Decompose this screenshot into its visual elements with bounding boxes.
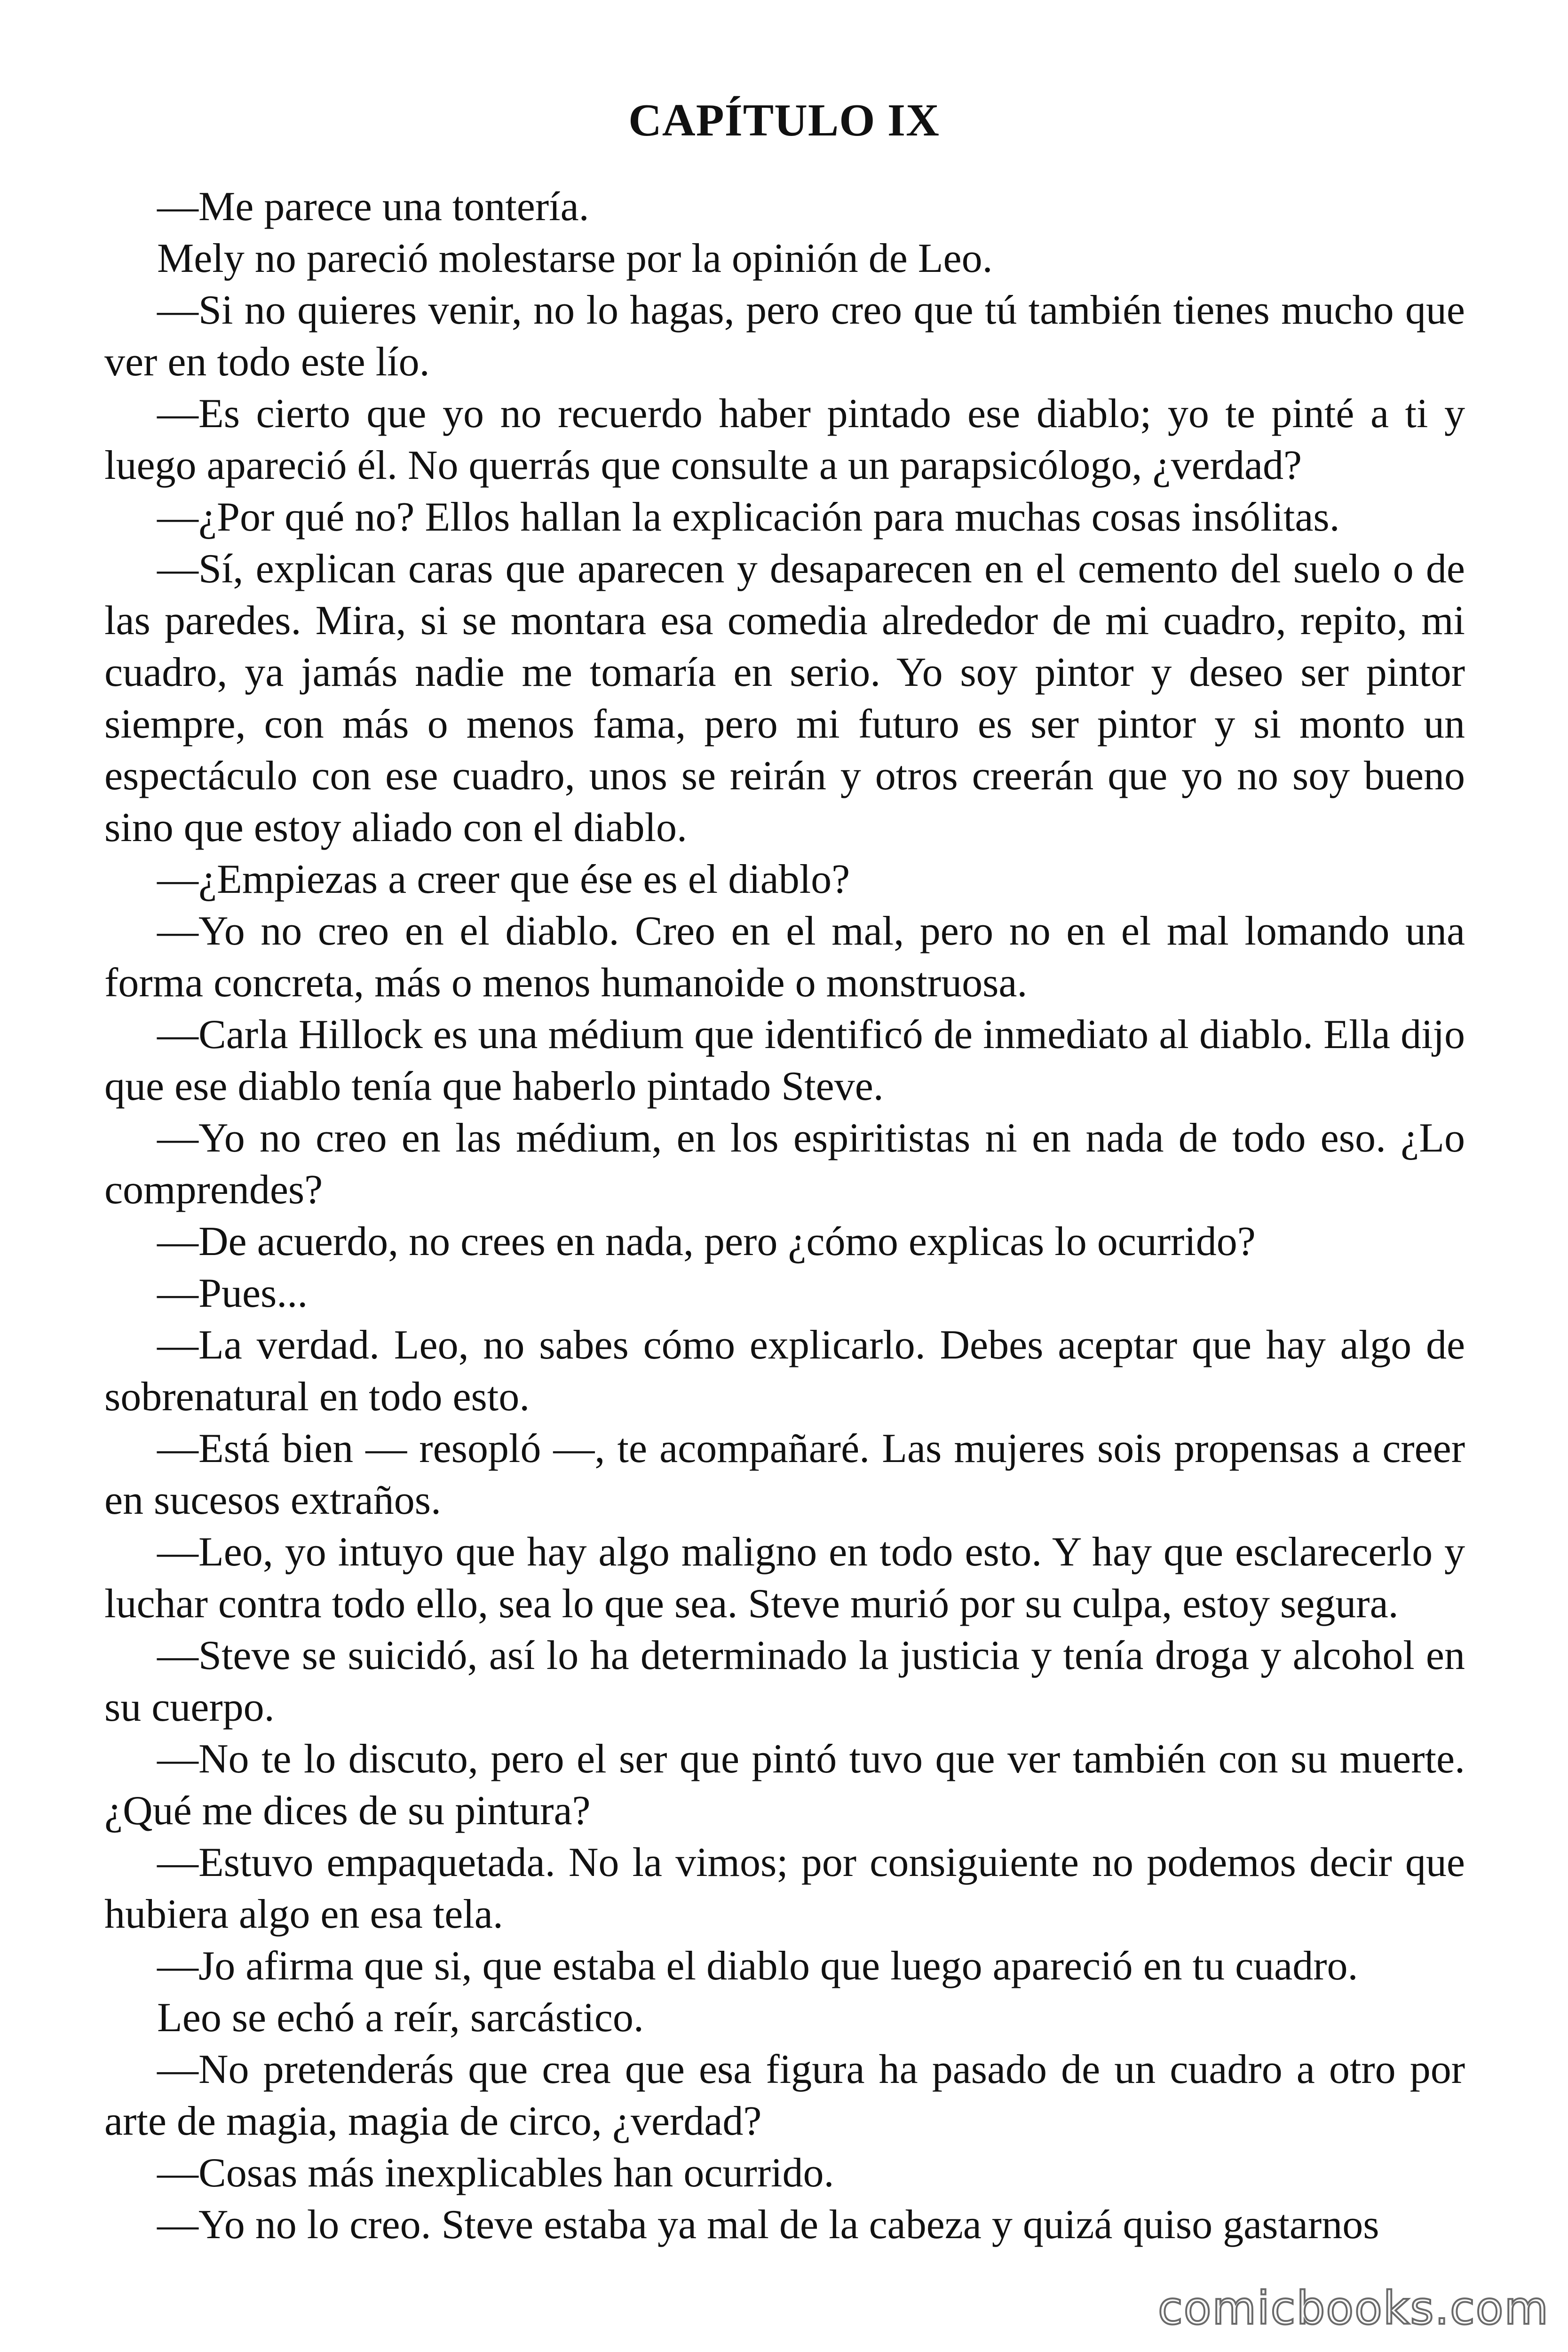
chapter-title: CAPÍTULO IX xyxy=(628,95,940,146)
paragraph: —Carla Hillock es una médium que identificó de inmediato al diablo. Ella dijo que ese diablo tenía que haberlo pintado Steve. xyxy=(104,1012,1465,1109)
paragraph: Mely no pareció molestarse por la opinión de Leo. xyxy=(157,236,993,281)
paragraph: —Yo no creo en las médium, en los espiritistas ni en nada de todo eso. ¿Lo comprendes? xyxy=(104,1115,1465,1213)
paragraph: Leo se echó a reír, sarcástico. xyxy=(157,1995,644,2041)
chapter-body xyxy=(104,181,1465,2251)
paragraph: —Yo no creo en el diablo. Creo en el mal, pero no en el mal lomando una forma concreta, más o menos humanoide o monstruosa. xyxy=(104,908,1465,1006)
paragraph: —De acuerdo, no crees en nada, pero ¿cómo explicas lo ocurrido? xyxy=(157,1219,1256,1264)
paragraph: —Si no quieres venir, no lo hagas, pero creo que tú también tienes mucho que ver en todo este lío. xyxy=(104,287,1465,385)
paragraph: —Me parece una tontería. xyxy=(157,184,589,230)
paragraph: —La verdad. Leo, no sabes cómo explicarlo. Debes aceptar que hay algo de sobrenatural en todo esto. xyxy=(104,1322,1465,1420)
paragraph: —Jo afirma que si, que estaba el diablo que luego apareció en tu cuadro. xyxy=(157,1943,1358,1989)
paragraph: —Está bien — resopló —, te acompañaré. Las mujeres sois propensas a creer en sucesos extraños. xyxy=(104,1426,1465,1523)
paragraph: —¿Empiezas a creer que ése es el diablo? xyxy=(157,857,850,902)
paragraph: —No pretenderás que crea que esa figura ha pasado de un cuadro a otro por arte de magia, magia de circo, ¿verdad? xyxy=(104,2047,1465,2144)
paragraph: —Sí, explican caras que aparecen y desaparecen en el cemento del suelo o de las paredes. Mira, si se montara esa comedia alrededor de mi cuadro, repito, mi cuadro, ya jamás nadie me tomaría en serio. Yo soy pintor y deseo ser pintor siempre, con más o menos fama, pero mi futuro es ser pintor y si monto un espectáculo con ese cuadro, unos se reirán y otros creerán que yo no soy bueno sino que estoy aliado con el diablo. xyxy=(104,546,1465,850)
paragraph: —No te lo discuto, pero el ser que pintó tuvo que ver también con su muerte. ¿Qué me dices de su pintura? xyxy=(104,1736,1465,1834)
paragraph: —Estuvo empaquetada. No la vimos; por consiguiente no podemos decir que hubiera algo en esa tela. xyxy=(104,1840,1465,1937)
paragraph: —Es cierto que yo no recuerdo haber pintado ese diablo; yo te pinté a ti y luego apareció él. No querrás que consulte a un parapsicólogo, ¿verdad? xyxy=(104,391,1465,488)
watermark: comicbooks.com xyxy=(1157,2282,1549,2335)
paragraph: —Cosas más inexplicables han ocurrido. xyxy=(157,2150,834,2196)
paragraph: —Leo, yo intuyo que hay algo maligno en todo esto. Y hay que esclarecerlo y luchar contra todo ello, sea lo que sea. Steve murió por su culpa, estoy segura. xyxy=(104,1529,1465,1627)
paragraph: —Pues... xyxy=(157,1271,308,1316)
paragraph: —Steve se suicidó, así lo ha determinado la justicia y tenía droga y alcohol en su cuerpo. xyxy=(104,1633,1465,1730)
paragraph: —¿Por qué no? Ellos hallan la explicación para muchas cosas insólitas. xyxy=(157,494,1340,540)
paragraph: —Yo no lo creo. Steve estaba ya mal de la cabeza y quizá quiso gastarnos xyxy=(157,2202,1379,2248)
